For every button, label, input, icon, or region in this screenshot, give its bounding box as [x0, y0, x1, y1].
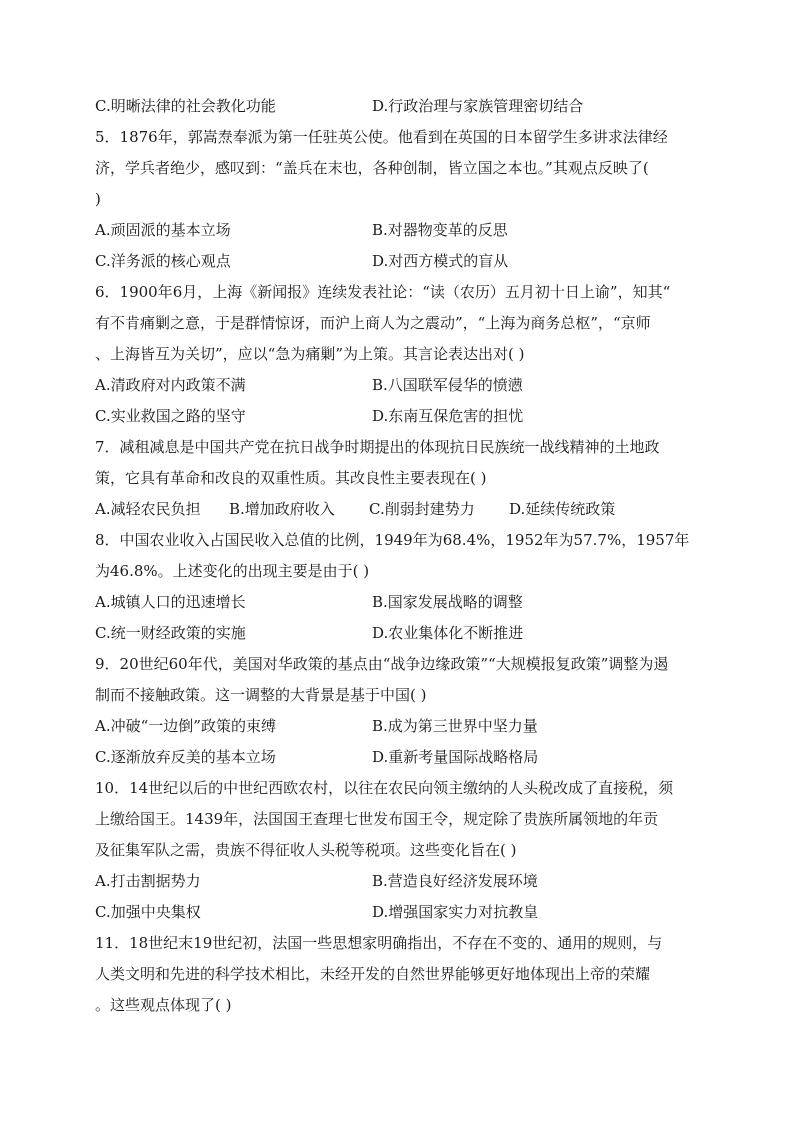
question-8-line-2: 为46.8%。上述变化的出现主要是由于( ): [95, 562, 370, 580]
option-a: A.城镇人口的迅速增长: [95, 593, 246, 611]
question-11-line-1: 11．18世纪末19世纪初，法国一些思想家明确指出，不存在不变的、通用的规则，与: [95, 934, 663, 952]
option-c: C.加强中央集权: [95, 903, 201, 921]
option-b: B.增加政府收入: [229, 500, 335, 518]
question-11-line-3: 。这些观点体现了( ): [95, 996, 232, 1014]
option-b: B.对器物变革的反思: [372, 221, 508, 239]
question-9-line-2: 制而不接触政策。这一调整的大背景是基于中国( ): [95, 686, 427, 704]
question-8-line-1: 8．中国农业收入占国民收入总值的比例，1949年为68.4%，1952年为57.7%，1957年: [95, 531, 690, 549]
question-5-line-1: 5．1876年，郭嵩焘奉派为第一任驻英公使。他看到在英国的日本留学生多讲求法律经: [95, 128, 668, 146]
option-b: B.成为第三世界中坚力量: [372, 717, 538, 735]
question-10-line-1: 10．14世纪以后的中世纪西欧农村，以往在农民向领主缴纳的人头税改成了直接税，须: [95, 779, 674, 797]
option-d: D.延续传统政策: [509, 500, 616, 518]
option-a: A.冲破“一边倒”政策的束缚: [95, 717, 276, 735]
question-11-line-2: 人类文明和先进的科学技术相比，未经开发的自然世界能够更好地体现出上帝的荣耀: [95, 965, 651, 983]
question-10-line-3: 及征集军队之需，贵族不得征收人头税等税项。这些变化旨在( ): [95, 841, 517, 859]
question-5-line-2: 济，学兵者绝少，感叹到：“盖兵在末也，各种创制，皆立国之本也。”其观点反映了(: [95, 159, 649, 177]
option-a: A.顽固派的基本立场: [95, 221, 231, 239]
option-d: D.农业集体化不断推进: [372, 624, 524, 642]
option-c: C.统一财经政策的实施: [95, 624, 246, 642]
option-a: A.打击割据势力: [95, 872, 201, 890]
question-9-line-1: 9．20世纪60年代，美国对华政策的基点由“战争边缘政策”“大规模报复政策”调整为遏: [95, 655, 669, 673]
option-b: B.八国联军侵华的愤懑: [372, 376, 523, 394]
question-5-line-3: ): [95, 190, 101, 208]
question-7-line-1: 7．减租减息是中国共产党在抗日战争时期提出的体现抗日民族统一战线精神的土地政: [95, 438, 660, 456]
question-6-line-2: 有不肯痛剿之意，于是群情惊讶，而沪上商人为之震动”，“上海为商务总枢”，“京师: [95, 314, 651, 332]
option-a: A.清政府对内政策不满: [95, 376, 246, 394]
option-c: C.逐渐放弃反美的基本立场: [95, 748, 276, 766]
option-d: D.增强国家实力对抗教皇: [372, 903, 539, 921]
option-b: B.营造良好经济发展环境: [372, 872, 538, 890]
option-c: C.实业救国之路的坚守: [95, 407, 246, 425]
question-10-line-2: 上缴给国王。1439年，法国国王查理七世发布国王令，规定除了贵族所属领地的年贡: [95, 810, 659, 828]
option-d: D.东南互保危害的担忧: [372, 407, 524, 425]
option-d: D.重新考量国际战略格局: [372, 748, 539, 766]
option-c: C.明晰法律的社会教化功能: [95, 97, 276, 115]
option-d: D.对西方模式的盲从: [372, 252, 509, 270]
option-a: A.减轻农民负担: [95, 500, 201, 518]
question-7-line-2: 策，它具有革命和改良的双重性质。其改良性主要表现在( ): [95, 469, 487, 487]
option-c: C.洋务派的核心观点: [95, 252, 231, 270]
option-c: C.削弱封建势力: [369, 500, 475, 518]
option-b: B.国家发展战略的调整: [372, 593, 523, 611]
option-d: D.行政治理与家族管理密切结合: [372, 97, 584, 115]
question-6-line-1: 6．1900年6月，上海《新闻报》连续发表社论：“读（农历）五月初十日上谕”，知其“: [95, 283, 671, 301]
question-6-line-3: 、上海皆互为关切”，应以“急为痛剿”为上策。其言论表达出对( ): [95, 345, 525, 363]
